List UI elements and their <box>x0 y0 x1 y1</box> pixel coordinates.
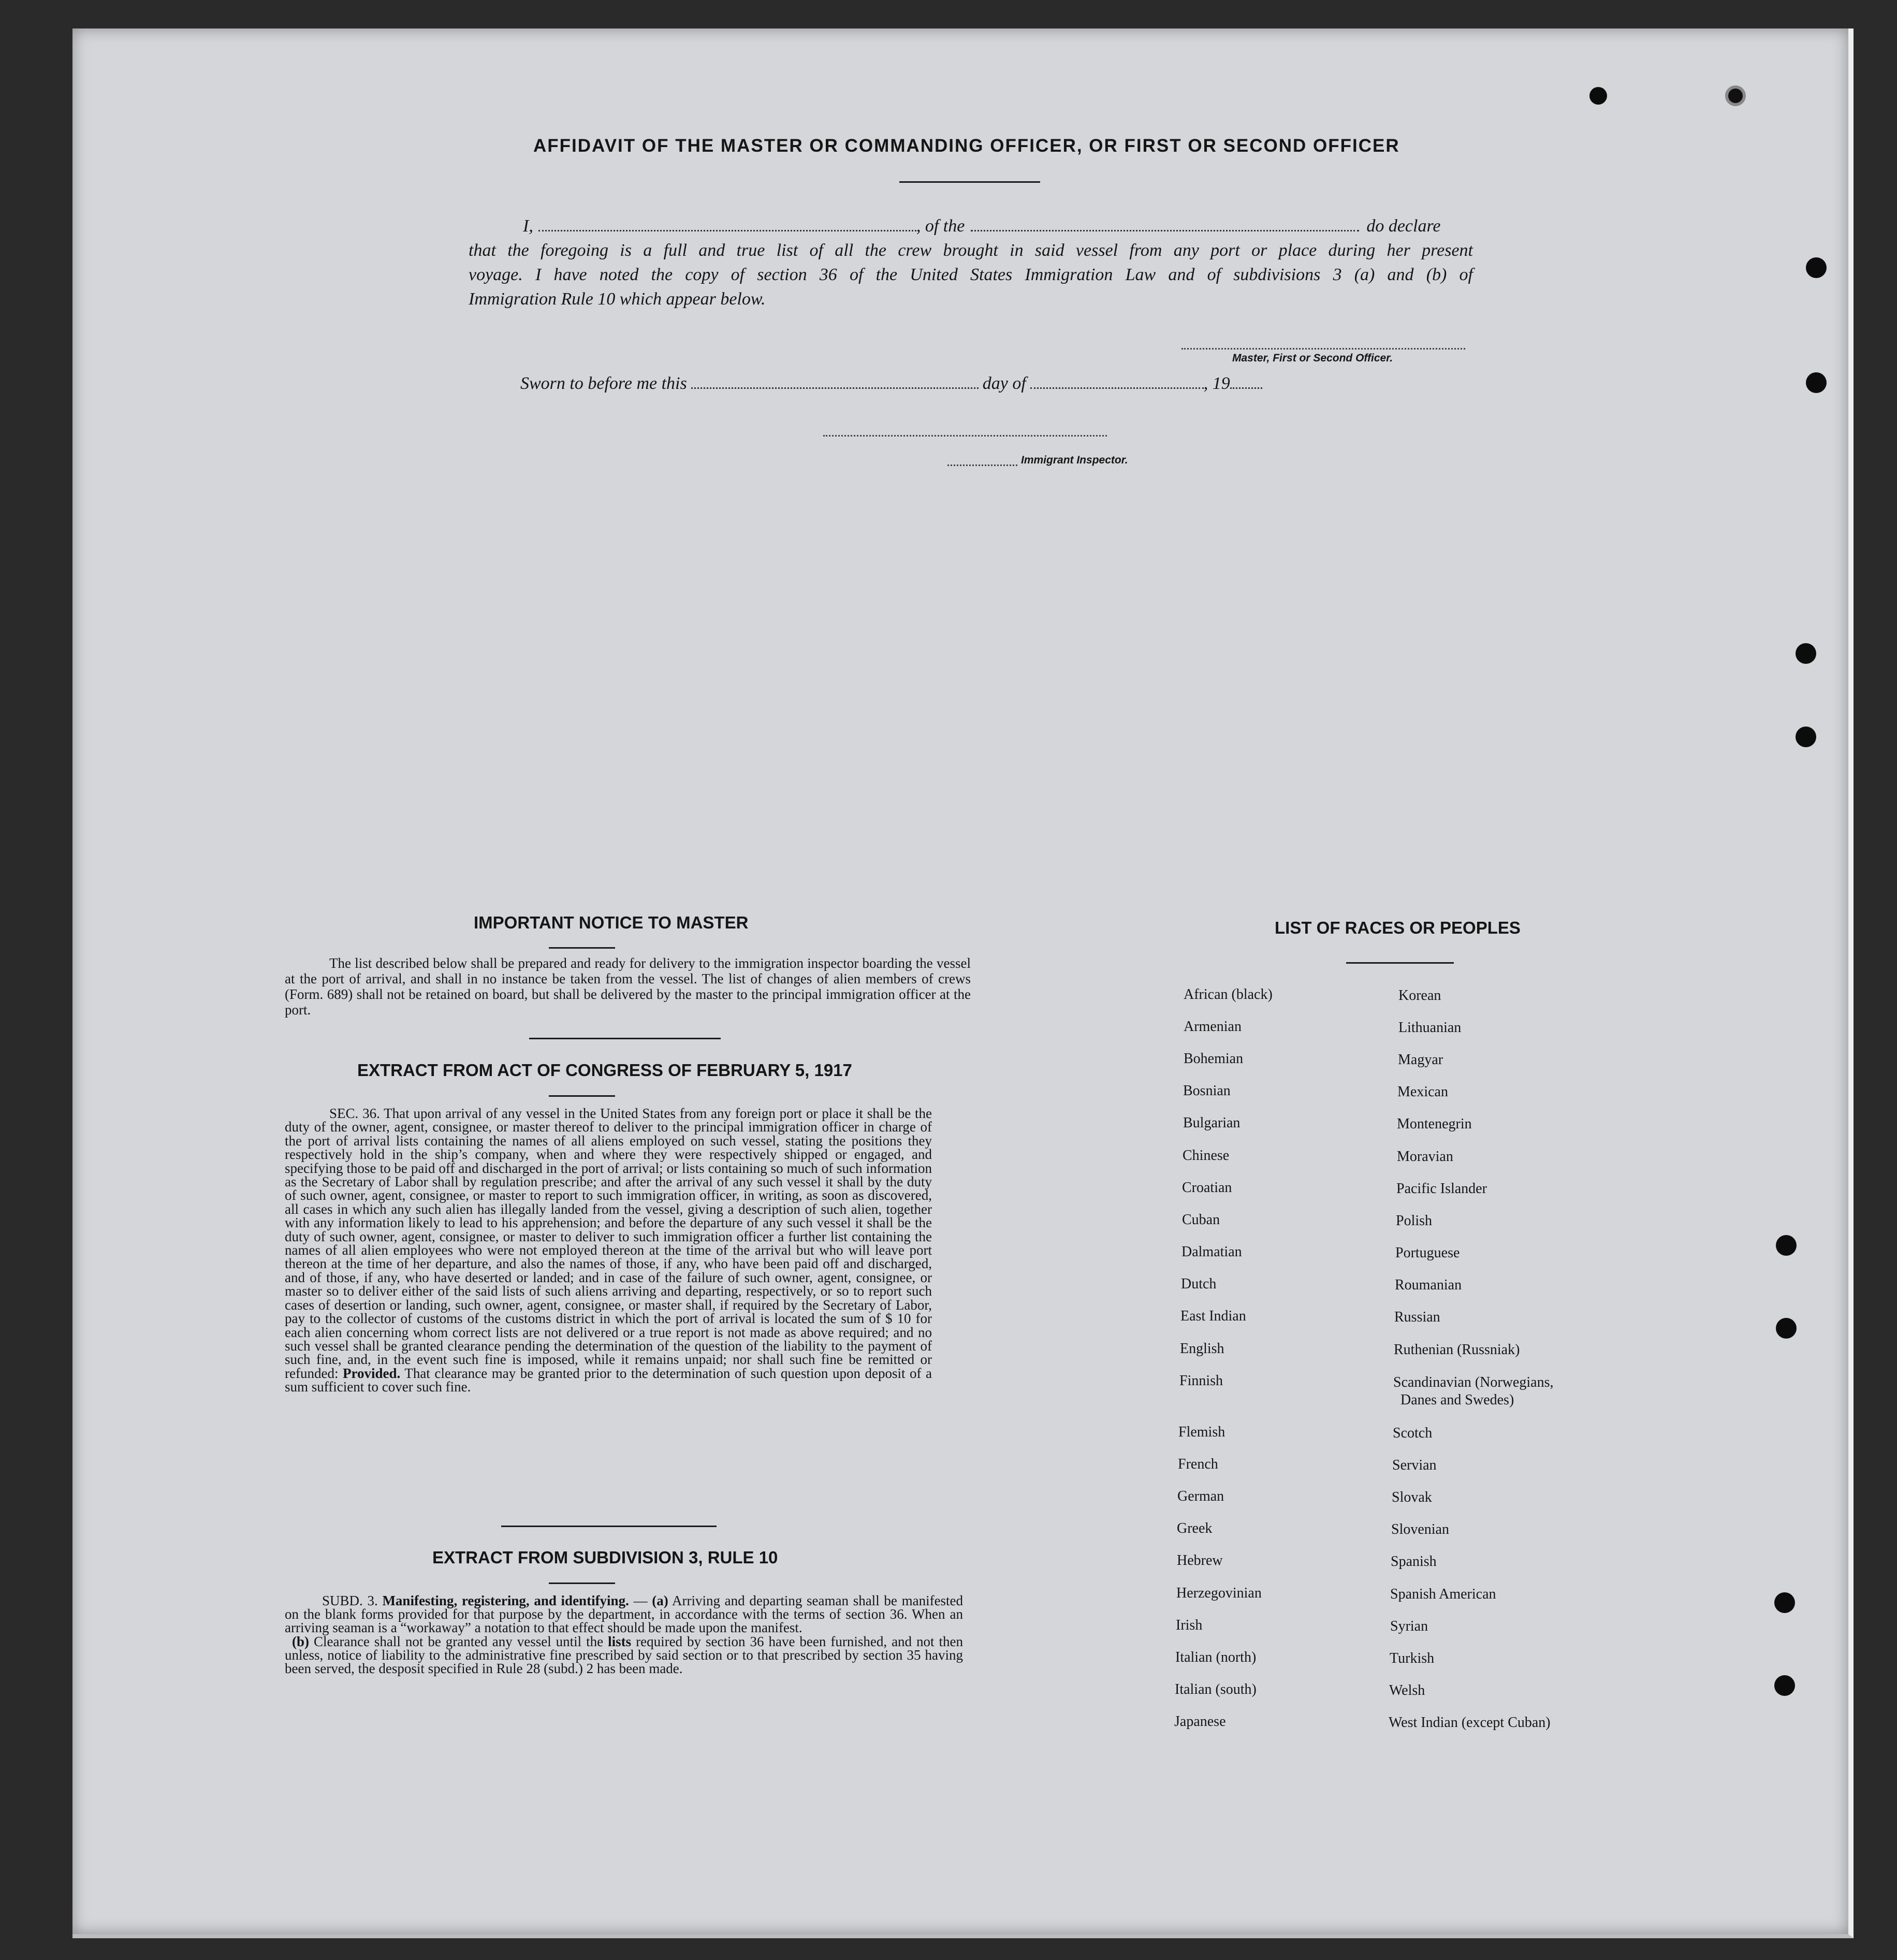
notice-body: The list described below shall be prepared and ready for delivery to the immigration inspector boarding the vessel at the port of arrival, and shall in no instance be taken from the vessel. The list of changes of alien members of crews (Form. 689) shall not be retained on board, but shall be delivered by the master to the principal immigration officer at the port. <box>285 955 971 1018</box>
subd-label: SUBD. 3. <box>322 1593 378 1608</box>
race-item: Korean <box>1398 988 1441 1004</box>
race-item: Japanese <box>1174 1714 1226 1730</box>
punch-hole <box>1776 1318 1797 1339</box>
subdivision-b-paragraph <box>285 1635 963 1676</box>
race-item: Lithuanian <box>1398 1020 1462 1036</box>
section-36-ending: That clearance may be granted prior to the determination of such question upon deposit of a sum sufficient to cover such fine. <box>285 1365 932 1395</box>
affidavit-title: AFFIDAVIT OF THE MASTER OR COMMANDING OFFICER, OR FIRST OR SECOND OFFICER <box>533 136 1400 156</box>
subdivision-3-text <box>285 1594 963 1675</box>
inspector-caption: Immigrant Inspector. <box>1021 454 1128 466</box>
inspector-signature-field[interactable] <box>823 435 1107 437</box>
act-extract-title: EXTRACT FROM ACT OF CONGRESS OF FEBRUARY 5, 1917 <box>357 1061 852 1080</box>
punch-hole <box>1796 727 1816 747</box>
divider-rule <box>549 1095 615 1097</box>
race-item: Turkish <box>1390 1650 1435 1666</box>
i-label: I, <box>523 216 533 236</box>
race-item: Greek <box>1177 1520 1213 1536</box>
divider-rule <box>501 1526 717 1527</box>
race-item: Montenegrin <box>1397 1116 1472 1132</box>
punch-hole <box>1589 87 1607 105</box>
race-item: Italian (north) <box>1175 1649 1257 1665</box>
subdivision-a-paragraph <box>285 1594 963 1635</box>
race-item: Moravian <box>1397 1149 1453 1165</box>
dash: — <box>633 1593 648 1608</box>
divider-rule <box>549 947 615 949</box>
a-label: (a) <box>652 1593 668 1608</box>
race-item: Slovenian <box>1391 1521 1449 1537</box>
affidavit-first-line <box>469 214 1473 238</box>
race-item: Bohemian <box>1184 1051 1244 1067</box>
punch-hole <box>1806 257 1827 278</box>
race-item: Flemish <box>1178 1424 1225 1440</box>
race-item: Ruthenian (Russniak) <box>1394 1342 1520 1358</box>
race-item: Magyar <box>1398 1052 1443 1068</box>
race-item: Dalmatian <box>1181 1244 1242 1260</box>
punch-hole <box>1725 85 1746 106</box>
race-item: Spanish American <box>1390 1586 1496 1602</box>
race-item: Cuban <box>1182 1212 1220 1228</box>
race-item-scandinavian <box>1393 1374 1616 1409</box>
section-36-text <box>285 1107 932 1394</box>
divider-rule <box>1346 962 1454 964</box>
sworn-line <box>520 374 1262 394</box>
vessel-field[interactable] <box>971 217 1359 231</box>
b-text-1: Clearance shall not be granted any vessel until the <box>313 1633 604 1649</box>
race-item: Roumanian <box>1395 1277 1462 1293</box>
provided-label: Provided. <box>343 1365 401 1381</box>
race-item: Russian <box>1394 1309 1440 1325</box>
officer-signature-caption: Master, First or Second Officer. <box>1232 352 1393 364</box>
notice-title: IMPORTANT NOTICE TO MASTER <box>474 913 749 932</box>
name-field[interactable] <box>538 217 916 231</box>
divider-rule <box>529 1038 721 1039</box>
sworn-day-field[interactable] <box>691 375 979 389</box>
race-item: German <box>1177 1488 1224 1504</box>
race-item: English <box>1180 1341 1224 1357</box>
race-item: Servian <box>1392 1457 1437 1473</box>
punch-hole <box>1776 1235 1797 1256</box>
affidavit-body <box>469 214 1473 311</box>
race-item: Chinese <box>1183 1148 1230 1164</box>
do-declare-label: do declare <box>1366 216 1441 236</box>
sworn-prefix: Sworn to before me this <box>520 374 687 393</box>
race-item: Herzegovinian <box>1176 1585 1262 1601</box>
year-prefix: , 19 <box>1203 374 1230 393</box>
race-item: Mexican <box>1397 1084 1448 1100</box>
race-item: French <box>1178 1456 1218 1472</box>
of-the-label: , of the <box>916 216 965 236</box>
race-item: African (black) <box>1184 986 1273 1003</box>
rule-extract-title: EXTRACT FROM SUBDIVISION 3, RULE 10 <box>432 1548 778 1567</box>
race-item: Hebrew <box>1177 1552 1223 1569</box>
race-item: Bulgarian <box>1183 1115 1241 1131</box>
sworn-year-field[interactable] <box>1230 375 1262 389</box>
race-item: Scandinavian (Norwegians, <box>1393 1374 1554 1390</box>
race-item: East Indian <box>1180 1308 1246 1324</box>
punch-hole <box>1774 1592 1795 1613</box>
race-item: Dutch <box>1181 1276 1217 1292</box>
affidavit-text-line: that the foregoing is a full and true list of all the crew brought in said vessel from any port or place during her present <box>469 241 1473 260</box>
race-item-continued: Danes and Swedes) <box>1400 1392 1514 1408</box>
race-item: Polish <box>1396 1213 1433 1229</box>
affidavit-text-line: Immigration Rule 10 which appear below. <box>469 289 766 309</box>
race-item: Finnish <box>1179 1373 1223 1389</box>
punch-hole <box>1774 1675 1795 1696</box>
race-item: Syrian <box>1390 1618 1428 1634</box>
race-item: Italian (south) <box>1175 1681 1257 1697</box>
race-item: Portuguese <box>1395 1245 1460 1261</box>
divider-rule <box>549 1582 615 1584</box>
b-lists: lists <box>608 1633 632 1649</box>
race-item: Pacific Islander <box>1396 1181 1487 1197</box>
race-item: Slovak <box>1392 1489 1432 1505</box>
inspector-name-field[interactable] <box>947 464 1017 466</box>
section-36-body: SEC. 36. That upon arrival of any vessel in the United States from any foreign port or place it shall be the duty of the owner, agent, consignee, or master thereof to deliver to the principal immigration officer in charge of the port of arrival lists containing the names of all aliens employed on such vessel, stating the positions they respectively hold in the ship’s company, when and where they were respectively shipped or engaged, and specifying those to be paid off and discharged in the port of arrival; or lists containing so much of such information as the Secretary of Labor shall by regulation prescribe; and after the arrival of any such vessel it shall by the duty of such owner, agent, consignee, or master to report to such immigration officer, in writing, as soon as discovered, all cases in which any such alien has illegally landed from the vessel, giving a description of such alien, together with any information likely to lead to his apprehension; and before the departure of any such vessel it shall be the duty of such owner, agent, consignee, or master to deliver to such immigration officer a further list containing the names of all alien employees who were not employed thereon at the time of the arrival but who will leave port thereon at the time of her departure, and also the names of those, if any, who have been paid off and discharged, and of those, if any, who have deserted or landed; and in case of the failure of such owner, agent, consignee, or master so to deliver either of the said lists of such aliens arriving and departing, respectively, or so to report such cases of desertion or landing, such owner, agent, consignee, or master shall, if required by the Secretary of Labor, pay to the collector of customs of the customs district in which the port of arrival is located the sum of $ 10 for each alien concerning whom correct lists are not delivered or a true report is not made as above required; and no such vessel shall be granted clearance pending the determination of the question of the liability to the payment of such fine, and, in the event such fine is imposed, while it remains unpaid; nor shall such fine be remitted or refunded: <box>285 1106 932 1381</box>
sworn-month-field[interactable] <box>1030 375 1204 389</box>
race-item: Croatian <box>1182 1180 1232 1196</box>
race-item: Welsh <box>1389 1682 1425 1698</box>
officer-signature-field[interactable] <box>1181 348 1465 350</box>
a-text: Arriving and departing seaman shall be manifested on the blank forms provided for that purpose by the department, in accordance with the terms of section 36. When an arriving seaman is a “workaway” a notation to that effect should be made upon the manifest. <box>285 1593 964 1636</box>
races-title: LIST OF RACES OR PEOPLES <box>1275 918 1521 937</box>
race-item: Irish <box>1176 1617 1203 1633</box>
punch-hole <box>1796 643 1816 664</box>
race-item: West Indian (except Cuban) <box>1389 1715 1551 1731</box>
subd-heading: Manifesting, registering, and identifying. <box>382 1593 629 1608</box>
affidavit-text-line: voyage. I have noted the copy of section 36 of the United States Immigration Law and of subdivisions 3 (a) and (b) of <box>469 265 1473 284</box>
b-text-2: required by section 36 have been furnished, and not then unless, notice of liability to the administrative fine prescribed by said section or to that prescribed by section 35 having been served, the desposit specified in Rule 28 (subd.) 2 has been made. <box>285 1633 964 1677</box>
punch-hole <box>1806 372 1827 393</box>
day-of-label: day of <box>982 374 1026 393</box>
race-item: Scotch <box>1393 1425 1433 1441</box>
race-item: Bosnian <box>1183 1083 1231 1099</box>
divider-rule <box>899 181 1040 183</box>
b-label: (b) <box>292 1633 309 1649</box>
race-item: Armenian <box>1184 1019 1242 1035</box>
race-item: Spanish <box>1391 1554 1437 1570</box>
